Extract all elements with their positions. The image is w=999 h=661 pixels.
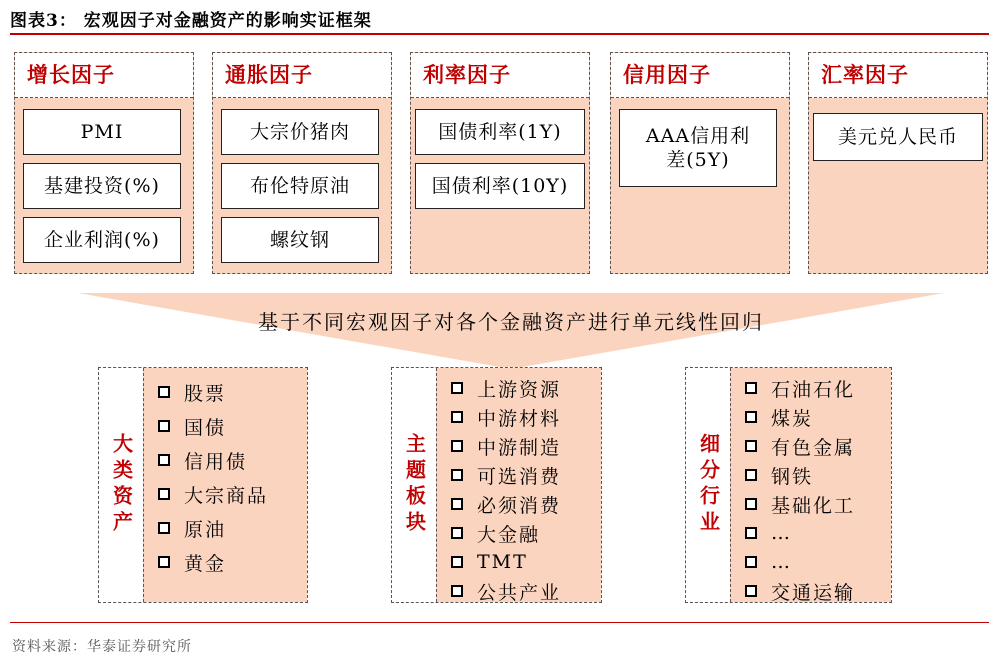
item-label: 石油石化 [771, 378, 856, 401]
item-label: 可选消费 [477, 465, 562, 488]
checkbox-icon [451, 382, 463, 394]
list-item [451, 490, 561, 518]
factor-indicator: 美元兑人民币 [813, 113, 983, 161]
category-label [99, 368, 143, 602]
checkbox-icon [451, 411, 463, 423]
factor-interest-rate [410, 52, 590, 274]
list-item [745, 374, 855, 402]
category-label [392, 368, 436, 602]
list-item [451, 548, 528, 576]
list-item [745, 432, 855, 460]
source-note: 资料来源：华泰证券研究所 [12, 639, 192, 655]
factor-indicator: 企业利润(%) [23, 217, 181, 263]
checkbox-icon [158, 522, 170, 534]
list-item [158, 446, 247, 474]
checkbox-icon [745, 411, 757, 423]
factor-label: 信用因子 [611, 53, 789, 98]
item-label: 大金融 [477, 523, 541, 546]
list-item [451, 461, 561, 489]
item-label: 钢铁 [771, 465, 814, 488]
category-asset-classes [98, 367, 308, 603]
item-label: … [771, 551, 792, 573]
regression-text: 基于不同宏观因子对各个金融资产进行单元线性回归 [258, 310, 764, 334]
list-item [745, 548, 792, 576]
list-item [451, 432, 561, 460]
checkbox-icon [745, 556, 757, 568]
category-list [730, 368, 891, 602]
checkbox-icon [451, 527, 463, 539]
list-item [745, 461, 813, 489]
item-label: 大宗商品 [184, 484, 269, 507]
item-label: 煤炭 [771, 407, 814, 430]
category-label-char: 大类资产 [109, 433, 134, 537]
list-item [745, 490, 855, 518]
item-label: 公共产业 [477, 581, 562, 604]
item-label: 交通运输 [771, 581, 856, 604]
factor-label: 增长因子 [15, 53, 193, 98]
list-item [158, 548, 226, 576]
checkbox-icon [451, 585, 463, 597]
figure-title: 图表3： 宏观因子对金融资产的影响实证框架 [10, 11, 372, 31]
checkbox-icon [745, 382, 757, 394]
checkbox-icon [745, 498, 757, 510]
list-item [745, 519, 792, 547]
list-item [158, 514, 226, 542]
factor-growth [14, 52, 194, 274]
item-label: 原油 [184, 518, 227, 541]
list-item [451, 519, 540, 547]
list-item [451, 577, 561, 605]
checkbox-icon [158, 386, 170, 398]
list-item [158, 480, 268, 508]
factor-label: 汇率因子 [809, 53, 987, 98]
list-item [158, 412, 226, 440]
checkbox-icon [158, 488, 170, 500]
factor-credit [610, 52, 790, 274]
category-list [436, 368, 601, 602]
factor-label: 利率因子 [411, 53, 589, 98]
checkbox-icon [451, 469, 463, 481]
factor-indicator: 大宗价猪肉 [221, 109, 379, 155]
item-label: 中游制造 [477, 436, 562, 459]
checkbox-icon [158, 556, 170, 568]
list-item [451, 403, 561, 431]
factor-indicator: 国债利率(1Y) [415, 109, 585, 155]
checkbox-icon [745, 440, 757, 452]
item-label: 信用债 [184, 450, 248, 473]
item-label: … [771, 522, 792, 544]
factor-indicator: AAA信用利差(5Y) [619, 109, 777, 187]
checkbox-icon [451, 498, 463, 510]
category-label [686, 368, 730, 602]
checkbox-icon [745, 527, 757, 539]
factor-indicator: 基建投资(%) [23, 163, 181, 209]
item-label: 黄金 [184, 552, 227, 575]
item-label: 上游资源 [477, 378, 562, 401]
factor-inflation [212, 52, 392, 274]
item-label: 国债 [184, 416, 227, 439]
checkbox-icon [745, 585, 757, 597]
factor-label: 通胀因子 [213, 53, 391, 98]
item-label: 有色金属 [771, 436, 856, 459]
footer-divider [10, 622, 989, 623]
item-label: 必须消费 [477, 494, 562, 517]
category-sub-industries [685, 367, 892, 603]
checkbox-icon [158, 420, 170, 432]
category-theme-sectors [391, 367, 602, 603]
factor-fx [808, 52, 988, 274]
list-item [158, 378, 226, 406]
factor-indicator: PMI [23, 109, 181, 155]
title-divider [10, 33, 989, 35]
checkbox-icon [451, 440, 463, 452]
category-label-char: 细分行业 [696, 433, 721, 537]
checkbox-icon [158, 454, 170, 466]
factor-indicator: 螺纹钢 [221, 217, 379, 263]
checkbox-icon [745, 469, 757, 481]
item-label: 中游材料 [477, 407, 562, 430]
list-item [745, 403, 813, 431]
category-label-char: 主题板块 [402, 433, 427, 537]
category-list [143, 368, 307, 602]
item-label: 基础化工 [771, 494, 856, 517]
checkbox-icon [451, 556, 463, 568]
item-label: 股票 [184, 382, 227, 405]
factor-indicator: 国债利率(10Y) [415, 163, 585, 209]
factor-indicator: 布伦特原油 [221, 163, 379, 209]
list-item [745, 577, 855, 605]
item-label: TMT [477, 551, 528, 573]
list-item [451, 374, 561, 402]
